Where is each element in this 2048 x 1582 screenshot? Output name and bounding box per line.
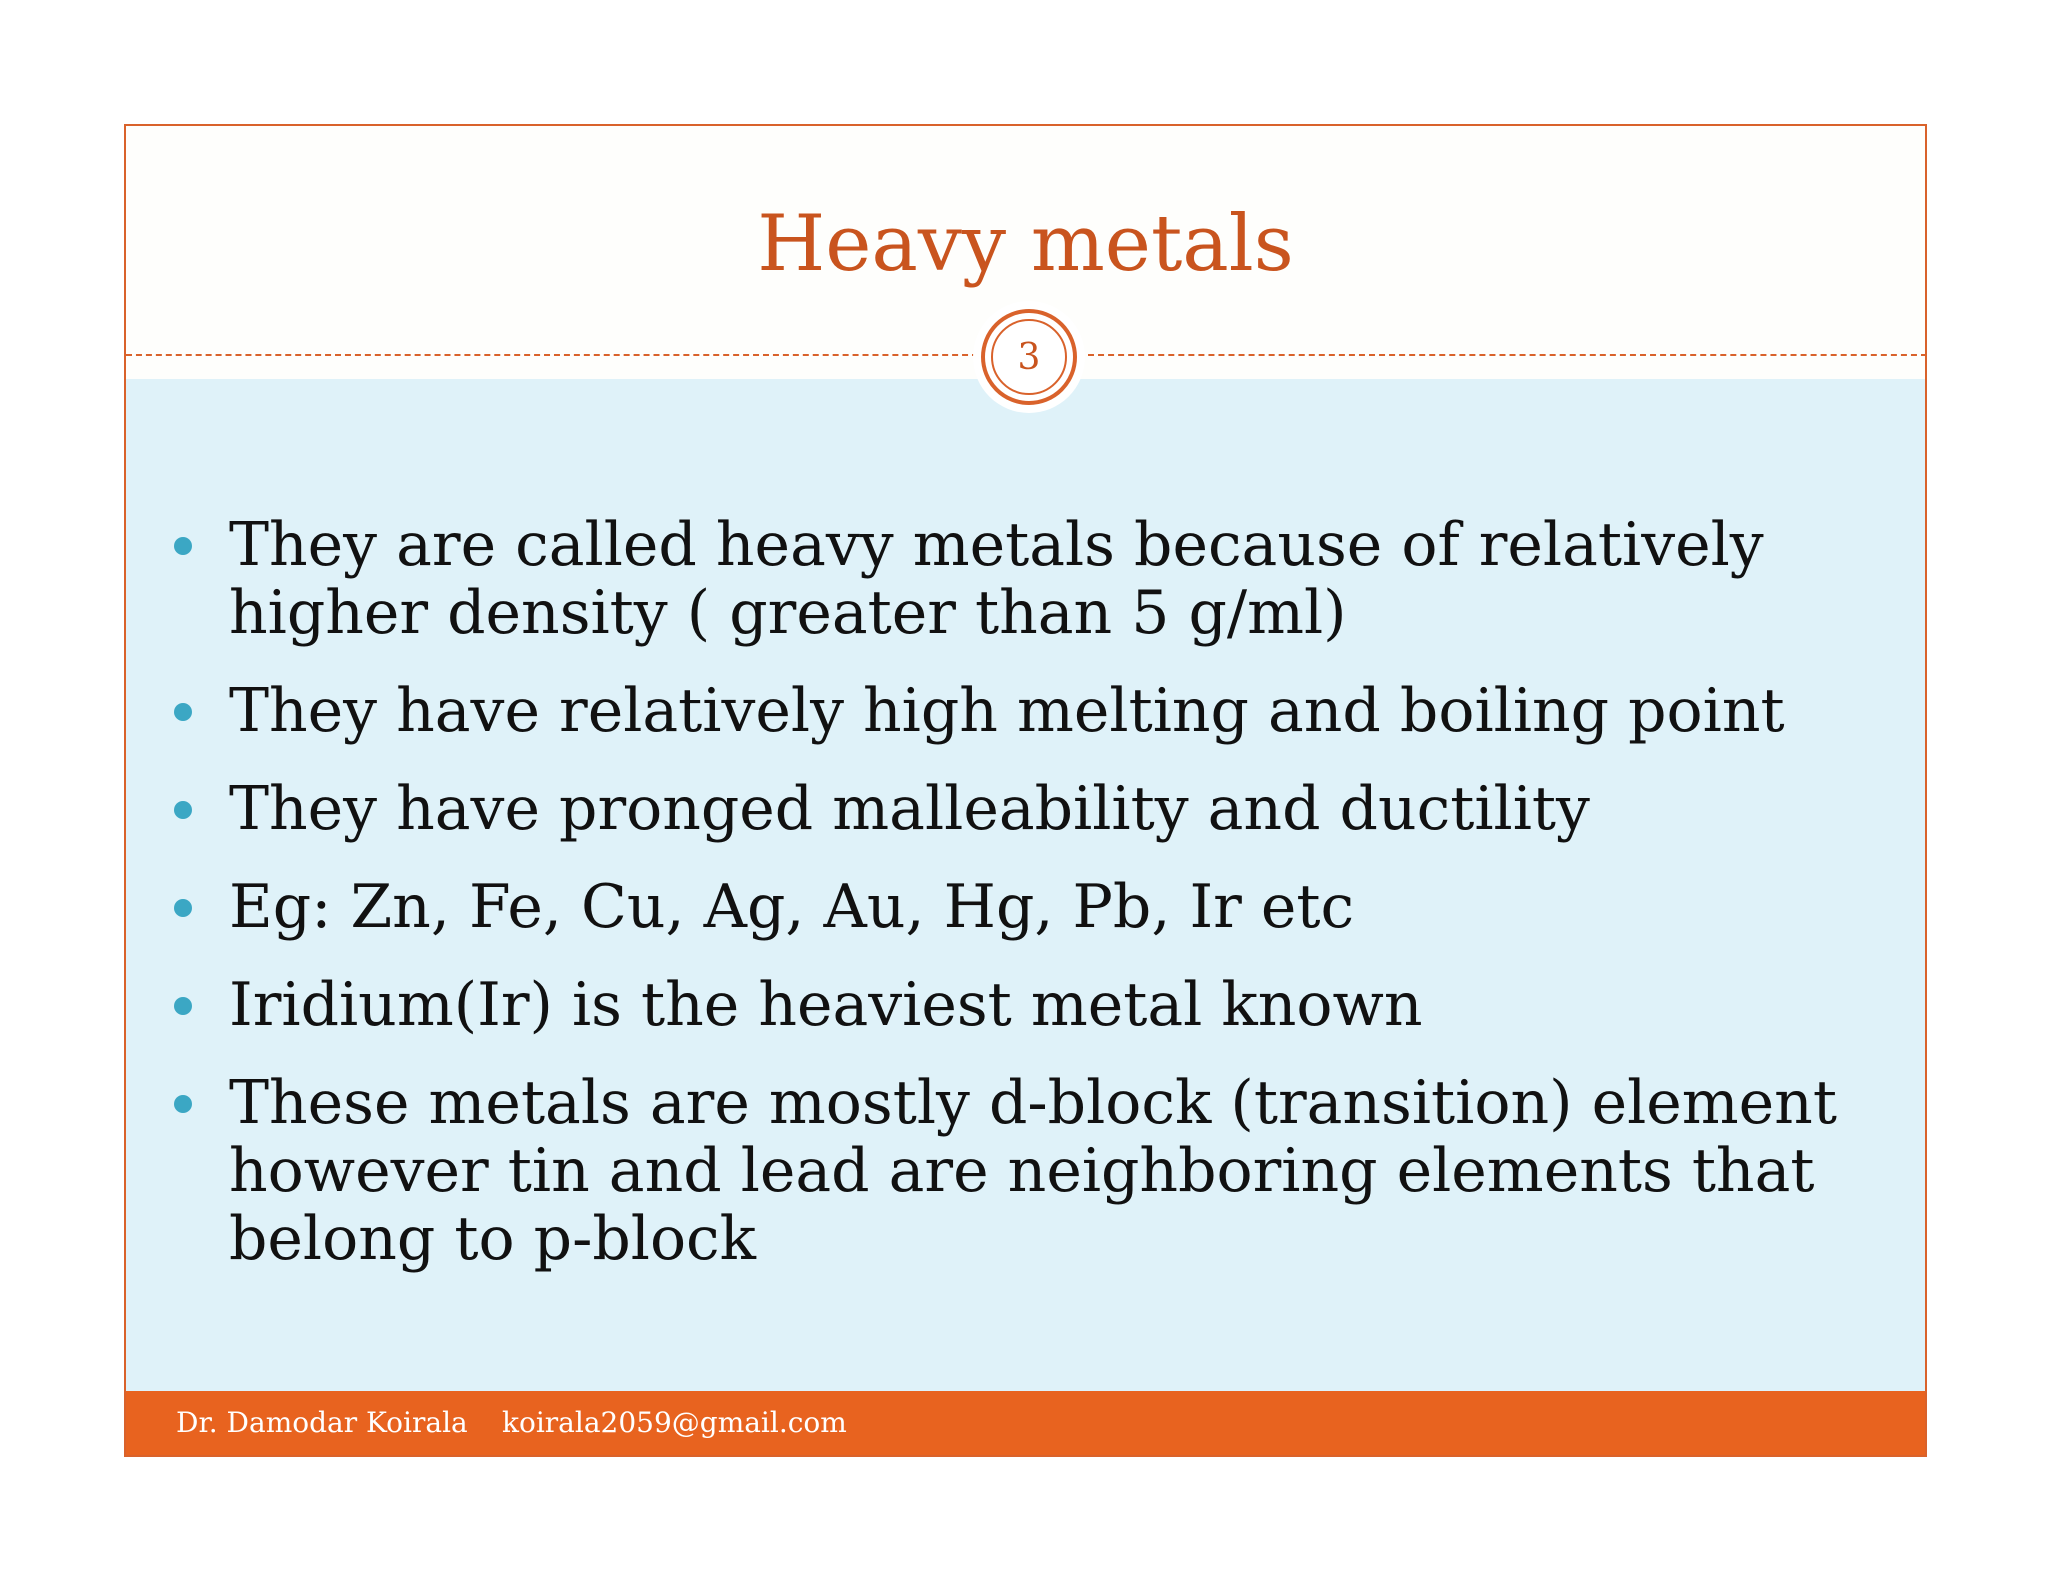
bullet-text: Eg: Zn, Fe, Cu, Ag, Au, Hg, Pb, Ir etc	[229, 872, 1355, 942]
footer-author: Dr. Damodar Koirala	[176, 1406, 468, 1439]
slide-title: Heavy metals	[757, 199, 1294, 289]
bullet-dot-icon	[174, 997, 192, 1015]
bullet-text: They have relatively high melting and boiling point	[229, 676, 1785, 746]
bullet-dot-icon	[174, 801, 192, 819]
bullet-item	[174, 511, 1894, 647]
bullet-item	[174, 775, 1894, 843]
bullet-dot-icon	[174, 703, 192, 721]
header-divider-right	[1088, 354, 1927, 356]
bullet-text: Iridium(Ir) is the heaviest metal known	[229, 970, 1423, 1040]
bullet-text: They are called heavy metals because of relatively higher density ( greater than 5 g/ml)	[229, 510, 1764, 648]
bullet-dot-icon	[174, 537, 192, 555]
slide	[124, 124, 1927, 1457]
bullet-text: They have pronged malleability and ductility	[229, 774, 1590, 844]
page-number-badge	[981, 309, 1077, 405]
bullet-dot-icon	[174, 899, 192, 917]
slide-footer	[126, 1391, 1925, 1455]
bullet-item	[174, 971, 1894, 1039]
bullet-item	[174, 1069, 1894, 1273]
footer-email: koirala2059@gmail.com	[502, 1406, 847, 1439]
bullet-item	[174, 677, 1894, 745]
bullet-text: These metals are mostly d-block (transition) element however tin and lead are neighboring elements that belong to p-block	[229, 1068, 1837, 1274]
bullet-list	[174, 511, 1894, 1303]
bullet-dot-icon	[174, 1095, 192, 1113]
bullet-item	[174, 873, 1894, 941]
page-number: 3	[991, 319, 1067, 395]
header-divider-left	[126, 354, 978, 356]
